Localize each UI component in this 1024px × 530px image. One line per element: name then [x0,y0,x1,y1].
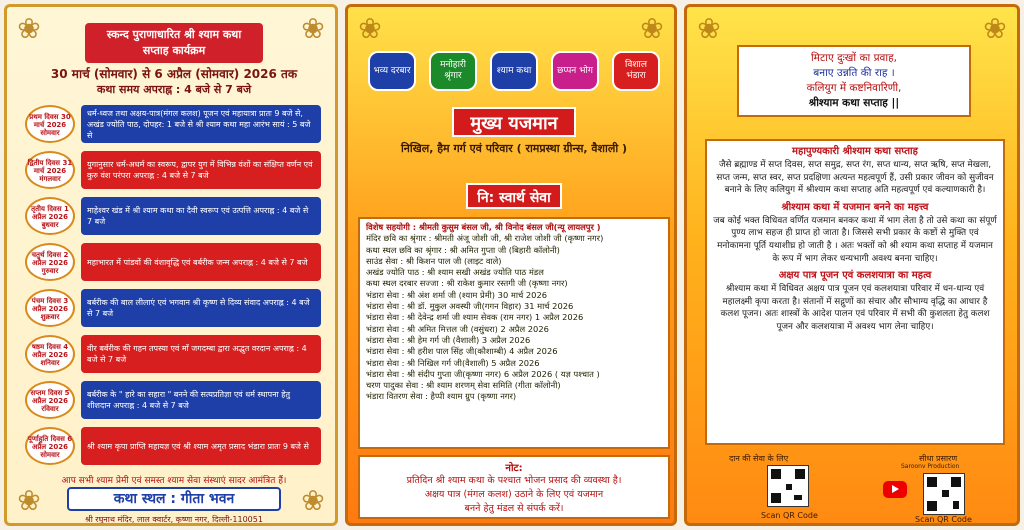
schedule-panel [4,4,338,526]
seva-item: विशेष सहयोगी : श्रीमती कुसुम बंसल जी, श्री विनोद बंसल जी(न्यू लायलपुर ) [366,222,601,232]
seva-item: भंडारा सेवा : श्री देवेन्द्र शर्मा जी श्याम सेवक (राम नगर) 1 अप्रैल 2026 [366,312,584,323]
ornament-icon: ❀ [983,12,1007,45]
schedule-day-badge: सप्तम दिवस 5 अप्रैल 2026 रविवार [25,381,75,419]
seva-item: चरण पादुका सेवा : श्री श्याम शरणम् सेवा समिति (गीता कॉलोनी) [366,380,561,391]
sponsor-panel [345,4,677,526]
schedule-text: वीर बर्बरीक की गहन तपस्या एवं माँ जगदम्बा द्वारा अद्भुत वरदान अपराह्न : 4 बजे से 7 बजे [81,335,321,373]
seva-item: भंडारा सेवा : श्री डॉ. मुकुल अवस्थी जी(गगन विहार) 31 मार्च 2026 [366,301,574,312]
seva-title: नि: स्वार्थ सेवा [466,183,562,209]
highlight-pill: मनोहारी श्रृंगार [429,51,477,91]
ornament-icon: ❀ [697,12,721,45]
section-text: श्रीश्याम कथा में विधिवत अक्षय पात्र पूजन एवं कलशयात्रा परिवार में धन-धान्य एवं महालक्ष्मी कृपा करता है। संतानों में सद्गुणों का संचार और सौभाग्य वृद्धि का आधार है कलश पूजन। अतः शास्त्रों के आदेश पालन एवं परिवार में सभी की कुशलता हेतु कलश पूजन और कलशयात्रा में अवश्य भाग लेना चाहिए। [720,284,990,332]
youtube-icon[interactable] [883,481,907,498]
schedule-row [25,197,325,235]
schedule-day-badge: तृतीय दिवस 1 अप्रैल 2026 बुधवार [25,197,75,235]
schedule-row [25,381,325,419]
schedule-text: महाभारत में पांडवों की वंशावृद्धि एवं बर्बरीक जन्म अपराह्न : 4 बजे से 7 बजे [81,243,321,281]
section-text: जैसे ब्रह्माण्ड में सप्त दिवस, सप्त समुद्र, सप्त रंग, सप्त धान्य, सप्त ऋषि, सप्त मेखला, सप्त जन्म, सप्त स्वर, सप्त प्रदक्षिणा अत्यन्त महत्वपूर्ण हैं, उसी प्रकार जीवन को सुजीवन बनाने के लिए कलियुग में श्रीश्याम कथा सप्ताह अति महत्वपूर्ण एवं कल्याणकारी है। [716,160,994,196]
live-qr-icon[interactable] [923,473,965,515]
schedule-row [25,289,325,327]
schedule-text: बर्बरीक के " हारे का सहारा " बनने की सत्यप्रतिज्ञा एवं धर्म स्थापना हेतु शीशदान अपराह्न : 4 बजे से 7 बजे [81,381,321,419]
section-title: अक्षय पात्र पूजन एवं कलशयात्रा का महत्व [778,270,932,282]
slogan-box: मिटाए दुःखों का प्रवाह, बनाए उन्नति की राह । कलियुग में कष्टनिवारिणी, श्रीश्याम कथा सप्ताह || [737,45,971,117]
schedule-day-badge: प्रथम दिवस 30 मार्च 2026 सोमवार [25,105,75,143]
seva-list [358,217,670,449]
highlight-pill: भव्य दरबार [368,51,416,91]
ornament-icon: ❀ [358,12,382,45]
highlight-pill: छप्पन भोग [551,51,599,91]
yajman-name: निखिल, हैम गर्ग एवं परिवार ( रामप्रस्था ग्रीन्स, वैशाली ) [400,142,628,155]
section-title: महापुण्यकारी श्रीश्याम कथा सप्ताह [792,146,918,157]
note-box [358,455,670,519]
venue-address: श्री रघुनाथ मंदिर, लाल क्वार्टर, कृष्णा नगर, दिल्ली-110051 [85,515,263,524]
note-line: प्रतिदिन श्री श्याम कथा के पश्चात भोजन प्रसाद की व्यवस्था है। [406,475,622,486]
seva-item: भंडारा सेवा : श्री निखिल गर्ग जी(वैशाली) 5 अप्रैल 2026 [366,357,540,368]
seva-item: भंडारा सेवा : श्री हरीश पाल सिंह जी(कौशाम्बी) 4 अप्रैल 2026 [366,346,558,357]
scan-label: Scan QR Code [761,511,818,520]
highlight-pill: विशाल भंडारा [612,51,660,91]
seva-item: भंडारा सेवा : श्री संदीप गुप्ता जी(कृष्णा नगर) 6 अप्रैल 2026 ( यज्ञ पश्चात ) [366,368,600,379]
seva-item: भंडारा सेवा : श्री हेम गर्ग जी (वैशाली) 3 अप्रैल 2026 [366,334,531,345]
schedule-day-badge: पूर्णाहुति दिवस 6 अप्रैल 2026 सोमवार [25,427,75,465]
scan-label: Scan QR Code [915,515,972,524]
info-sections [705,139,1005,445]
donate-label: दान की सेवा के लिए [729,454,789,463]
yajman-title: मुख्य यजमान [452,107,576,137]
seva-item: भंडारा वितरण सेवा : हैप्पी श्याम ग्रुप (कृष्णा नगर) [366,391,517,402]
production-label: Saroonv Production [901,463,960,470]
schedule-row [25,105,325,143]
schedule-text: युगानुसार धर्म-अधर्म का स्वरूप, द्वापर युग में विभिन्न वंशों का संक्षिप्त वर्णन एवं कुरु वंश परंपरा अपराह्न : 4 बजे से 7 बजे [81,151,321,189]
schedule-row [25,427,325,465]
note-line: अक्षय पात्र (मंगल कलश) उठाने के लिए एवं यजमान [424,489,604,500]
highlight-pill: श्याम कथा [490,51,538,91]
seva-item: भंडारा सेवा : श्री अंश शर्मा जी (श्याम प्रेमी) 30 मार्च 2026 [366,289,548,300]
schedule-text: बर्बरीक की बाल लीलाएं एवं भगवान श्री कृष्ण से दिव्य संवाद अपराह्न : 4 बजे से 7 बजे [81,289,321,327]
seva-item: अखंड ज्योति पाठ : श्री श्याम सखी अखंड ज्योति पाठ मंडल [366,267,544,278]
section-text: जब कोई भक्त विधिवत वर्णित यजमान बनकर कथा में भाग लेता है तो उसे कथा का संपूर्ण पुण्य लाभ सहज ही प्राप्त हो जाता है। जिससे सभी प्रकार के कष्टों से मुक्ति एवं मनोकामना पूर्ति यथाशीघ्र हो जाती है । अतः भक्तों को श्री श्याम कथा सप्ताह में यजमान के रूप में भाग लेकर धन्यभागी अवश्य बनना चाहिए। [713,215,997,264]
venue-title: कथा स्थल : गीता भवन [67,487,281,511]
footer-qr [697,453,1013,524]
note-line: बनने हेतु मंडल से संपर्क करें। [464,503,564,514]
ornament-icon: ❀ [17,484,41,517]
ornament-icon: ❀ [640,12,664,45]
schedule-text: माहेश्वर खंड में श्री श्याम कथा का दैवी स्वरूप एवं उत्पत्ति अपराह्न : 4 बजे से 7 बजे [81,197,321,235]
section-title: श्रीश्याम कथा में यजमान बनने का महत्त्व [781,201,929,213]
schedule-day-badge: षष्ठम दिवस 4 अप्रैल 2026 शनिवार [25,335,75,373]
seva-item: भंडारा सेवा : श्री अमित मित्तल जी (वसुंधरा) 2 अप्रैल 2026 [366,323,549,334]
schedule-row [25,243,325,281]
schedule-text: धर्म-ध्वज तथा अक्षय-पात्र(मंगल कलश) पूजन एवं महायात्रा प्रातः 9 बजे से, अखंड ज्योति पाठ, दोपहर: 1 बजे से श्री श्याम कथा महा आरंभ सायं : 5 बजे से [81,105,321,143]
schedule-row [25,151,325,189]
schedule-header: स्कन्द पुराणाधारित श्री श्याम कथा सप्ताह कार्यक्रम [85,23,263,63]
ornament-icon: ❀ [301,12,325,45]
seva-item: कथा स्थल दरबार सज्जा : श्री राकेश कुमार रस्तगी जी (कृष्णा नगर) [366,278,568,289]
donate-qr-icon[interactable] [767,465,809,507]
note-title: नोट: [505,463,523,474]
info-panel [684,4,1020,526]
ornament-icon: ❀ [17,12,41,45]
schedule-text: श्री श्याम कृपा प्राप्ति महायज्ञ एवं श्री श्याम अमृत प्रसाद भंडारा प्रातः 9 बजे से [81,427,321,465]
invitation-text: आप सभी श्याम प्रेमी एवं समस्त श्याम सेवा संस्थाएं सादर आमंत्रित हैं। [61,476,287,486]
schedule-day-badge: द्वितीय दिवस 31 मार्च 2026 मंगलवार [25,151,75,189]
seva-item: कथा स्थल छवि का श्रृंगार : श्री अमित गुप्ता जी (बिहारी कॉलोनी) [366,244,560,255]
event-dates: 30 मार्च (सोमवार) से 6 अप्रैल (सोमवार) 2026 तक कथा समय अपराह्न : 4 बजे से 7 बजे [50,67,298,96]
schedule-day-badge: पंचम दिवस 3 अप्रैल 2026 शुक्रवार [25,289,75,327]
seva-item: मंदिर छवि का श्रृंगार : श्रीमती अंजू जोशी जी, श्री राजेश जोशी जी (कृष्णा नगर) [366,233,604,244]
seva-item: साउंड सेवा : श्री किशन पाल जी (लाइट वाले) [366,255,502,266]
schedule-row [25,335,325,373]
live-label: सीधा प्रसारण [919,454,958,463]
highlight-pills [368,51,660,91]
ornament-icon: ❀ [301,484,325,517]
schedule-day-badge: चतुर्थ दिवस 2 अप्रैल 2026 गुरुवार [25,243,75,281]
